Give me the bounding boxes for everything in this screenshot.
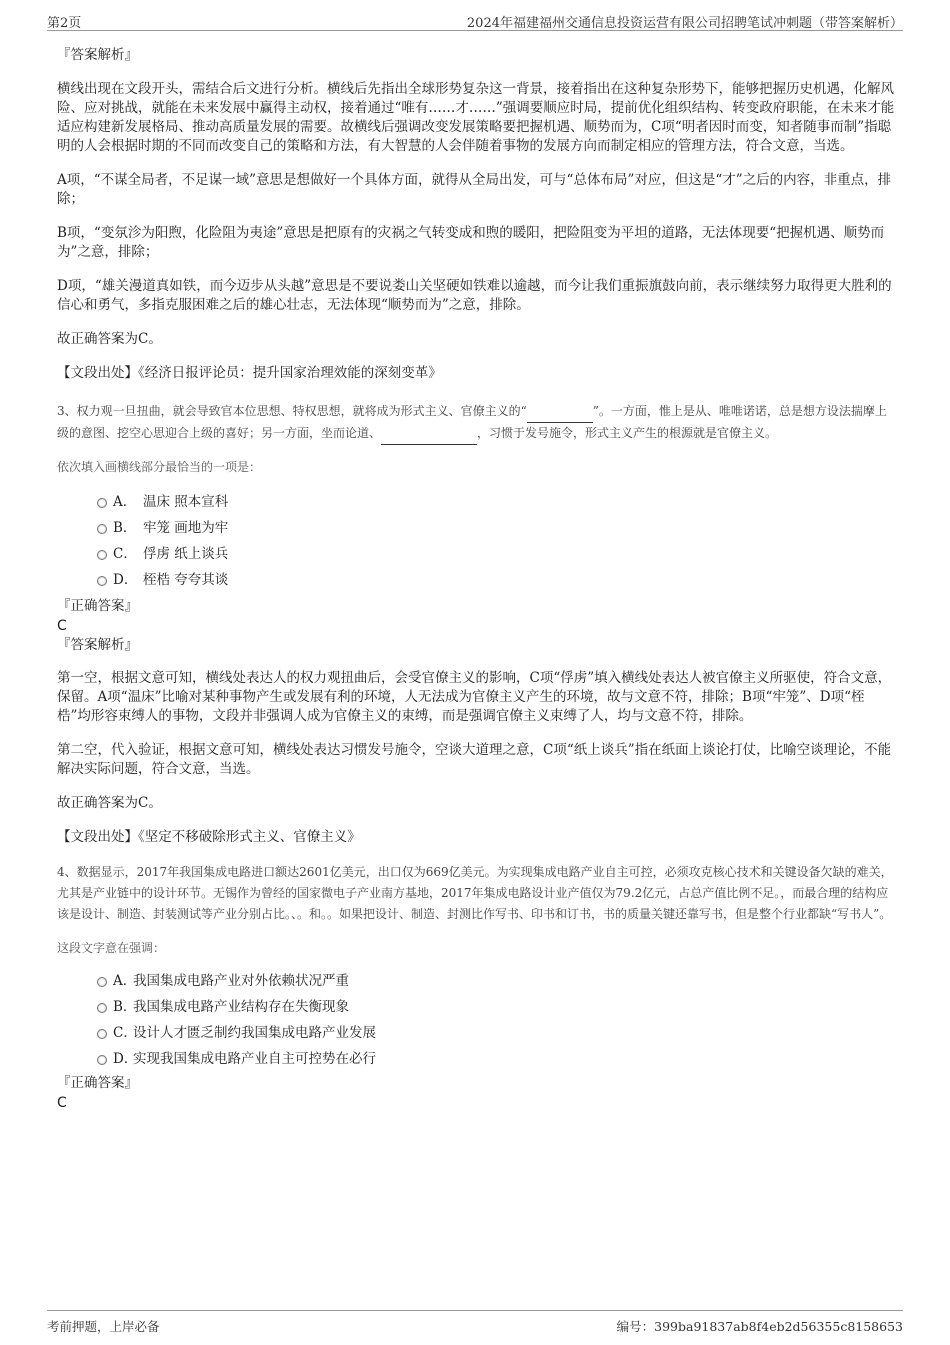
option-c[interactable]: [57, 1020, 895, 1046]
option-d[interactable]: [57, 567, 895, 593]
question-3: [57, 401, 895, 847]
option-d[interactable]: [57, 1046, 895, 1072]
option-key: B．: [113, 999, 137, 1015]
radio-button[interactable]: [97, 1029, 107, 1039]
question-prompt: 这段文字意在强调：: [57, 941, 166, 955]
analysis-paragraph: 第二空，代入验证，根据文意可知，横线处表达习惯发号施令，空谈大道理之意，C项“纸上谈兵”指在纸面上谈论打仗，比喻空谈理论，不能解决实际问题，符合文意，当选。: [57, 742, 892, 777]
source-citation: 【文段出处】《经济日报评论员：提升国家治理效能的深刻变革》: [57, 365, 442, 381]
correct-answer-label: 『正确答案』: [57, 598, 138, 614]
option-text: 我国集成电路产业结构存在失衡现象: [133, 999, 349, 1015]
radio-button[interactable]: [97, 576, 107, 586]
option-key: D．: [113, 572, 138, 588]
option-key: C．: [113, 546, 137, 562]
page-footer: [47, 1310, 903, 1337]
correct-answer: C: [57, 618, 67, 634]
analysis-paragraph: 横线出现在文段开头，需结合后文进行分析。横线后先指出全球形势复杂这一背景，接着指出在这种复杂形势下，能够把握历史机遇，化解风险、应对挑战，就能在未来发展中赢得主动权，接着通过“唯有……才……”强调要顺应时局，提前优化组织结构、转变政府职能，在未来才能适应构建新发展格局、推动高质量发展的需要。故横线后强调改变发展策略要把握机遇、顺势而为，C项“明者因时而变，知者随事而制”指聪明的人会根据时期的不同而改变自己的策略和方法，有大智慧的人会伴随着事物的发展方向而制定相应的管理方法，符合文意，当选。: [57, 81, 895, 154]
analysis-paragraph-option-a: A项，“不谋全局者，不足谋一域”意思是想做好一个具体方面，就得从全局出发，可与“总体布局”对应，但这是“才”之后的内容，非重点，排除；: [57, 172, 892, 207]
answer-blank-1: [527, 401, 593, 423]
option-text: 实现我国集成电路产业自主可控势在必行: [133, 1051, 376, 1067]
option-key: C．: [113, 1025, 137, 1041]
correct-answer: C: [57, 1095, 67, 1111]
option-b[interactable]: [57, 515, 895, 541]
document-serial-number: 编号：399ba91837ab8f4eb2d56355c8158653: [616, 1319, 903, 1334]
analysis-label: 『答案解析』: [57, 637, 138, 653]
question-stem: 4、数据显示，2017年我国集成电路进口额达2601亿美元，出口仅为669亿美元。为实现集成电路产业自主可控，必须攻克核心技术和关键设备欠缺的难关，尤其是产业链中的设计环节。无锡作为曾经的国家微电子产业南方基地，2017年集成电路设计业产值仅为79.2亿元，占总产值比例不足。，而最合理的结构应该是设计、制造、封装测试等产业分别占比。、。和。。如果把设计、制造、封测比作写书、印书和订书，书的质量关键还靠写书，但是整个行业都缺“写书人”。: [57, 865, 893, 921]
radio-button[interactable]: [97, 1003, 107, 1013]
radio-button[interactable]: [97, 524, 107, 534]
radio-button[interactable]: [97, 1055, 107, 1065]
analysis-paragraph-option-b: B项，“变氛沴为阳煦，化险阻为夷途”意思是把原有的灾祸之气转变成和煦的暖阳，把险阻变为平坦的道路，无法体现要“把握机遇、顺势而为”之意，排除；: [57, 225, 885, 260]
answer-blank-2: [381, 423, 477, 445]
radio-button[interactable]: [97, 550, 107, 560]
analysis-paragraph: 第一空，根据文意可知，横线处表达人的权力观扭曲后，会受官僚主义的影响，C项“俘虏”填入横线处表达人被官僚主义所驱使，符合文意，保留。A项“温床”比喻对某种事物产生或发展有利的环境，人无法成为官僚主义产生的环境，故与文意不符，排除；B项“牢笼”、D项“桎梏”均形容束缚人的事物，文段并非强调人成为官僚主义的束缚，而是强调官僚主义束缚了人，均与文意不符，排除。: [57, 670, 892, 724]
option-a[interactable]: [57, 489, 895, 515]
page-number: 第2页: [47, 16, 82, 31]
option-text: 牢笼 画地为牢: [143, 520, 229, 536]
option-text: 我国集成电路产业对外依赖状况严重: [133, 973, 349, 989]
document-body: [57, 46, 895, 1113]
page-header: [47, 0, 903, 31]
option-a[interactable]: [57, 968, 895, 994]
radio-button[interactable]: [97, 977, 107, 987]
option-key: A．: [113, 494, 137, 510]
analysis-label: 『答案解析』: [57, 47, 138, 63]
analysis-conclusion: 故正确答案为C。: [57, 331, 162, 347]
option-list: [57, 489, 895, 593]
question-stem-part-3: ，习惯于发号施令，形式主义产生的根源就是官僚主义。: [477, 426, 778, 440]
question-4: [57, 862, 895, 1113]
option-c[interactable]: [57, 541, 895, 567]
option-text: 温床 照本宣科: [143, 494, 229, 510]
option-text: 桎梏 夸夸其谈: [143, 572, 229, 588]
question-stem-part-1: 3、权力观一旦扭曲，就会导致官本位思想、特权思想，就将成为形式主义、官僚主义的“: [57, 404, 527, 418]
option-list: [57, 968, 895, 1072]
document-title: 2024年福建福州交通信息投资运营有限公司招聘笔试冲刺题（带答案解析）: [466, 16, 903, 31]
option-b[interactable]: [57, 994, 895, 1020]
option-text: 设计人才匮乏制约我国集成电路产业发展: [133, 1025, 376, 1041]
analysis-paragraph-option-d: D项，“雄关漫道真如铁，而今迈步从头越”意思是不要说娄山关坚硬如铁难以逾越，而今让我们重振旗鼓向前，表示继续努力取得更大胜利的信心和勇气，多指克服困难之后的雄心壮志，无法体现“顺势而为”之意，排除。: [57, 278, 892, 313]
radio-button[interactable]: [97, 498, 107, 508]
question-prompt: 依次填入画横线部分最恰当的一项是：: [57, 460, 262, 474]
question-stem: [57, 401, 895, 445]
source-citation: 【文段出处】《坚定不移破除形式主义、官僚主义》: [57, 829, 361, 845]
option-text: 俘虏 纸上谈兵: [143, 546, 229, 562]
correct-answer-label: 『正确答案』: [57, 1075, 138, 1091]
option-key: A．: [113, 973, 137, 989]
option-key: B．: [113, 520, 137, 536]
question-stem-part-2: ”。一方面，惟上是从、唯唯诺诺，总是想方设法揣摩上级的意图、挖空心思迎合上级的喜好；另一方面，坐而论道、: [57, 404, 887, 440]
footer-slogan: 考前押题，上岸必备: [47, 1319, 160, 1334]
option-key: D．: [113, 1051, 138, 1067]
analysis-conclusion: 故正确答案为C。: [57, 795, 162, 811]
